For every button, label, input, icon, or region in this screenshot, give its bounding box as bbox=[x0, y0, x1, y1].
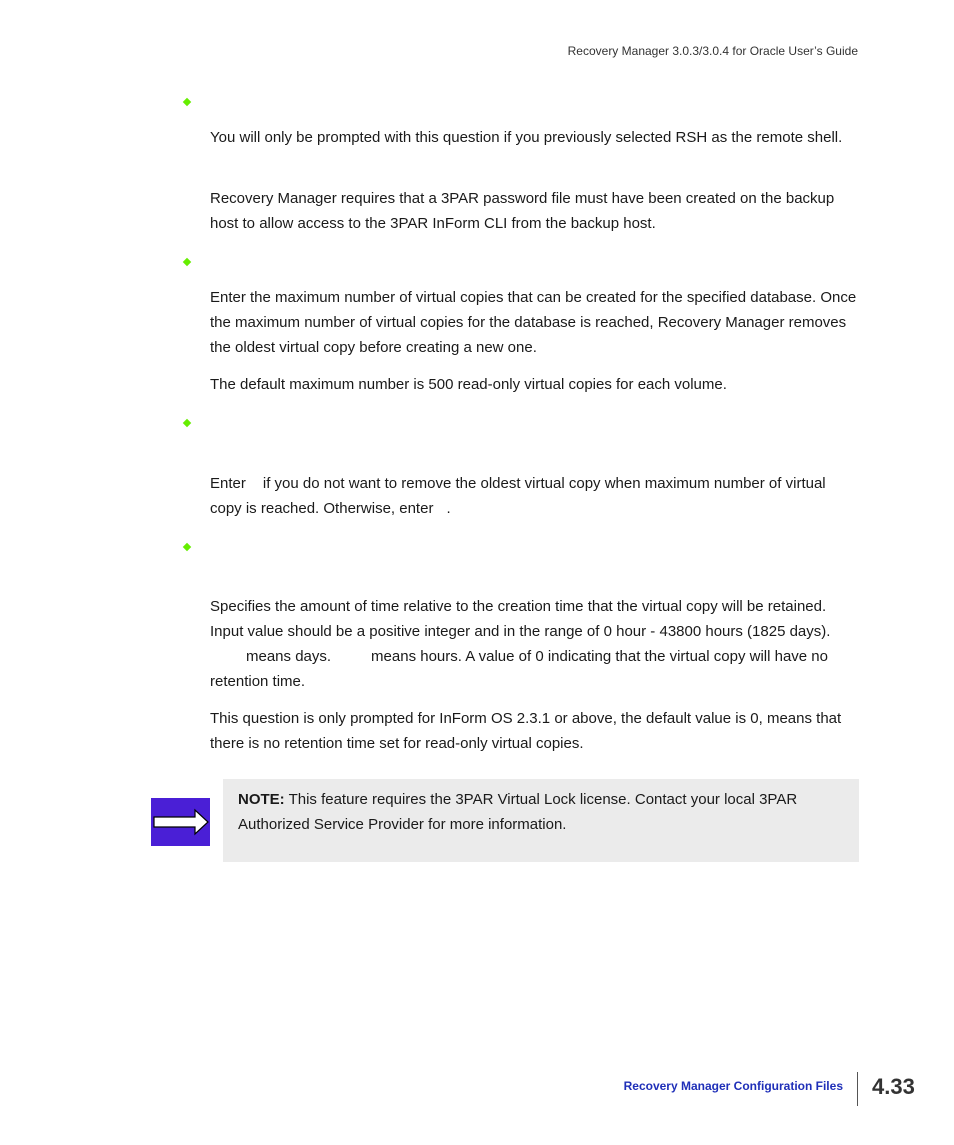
note-label: NOTE: bbox=[238, 791, 285, 808]
section-1-paragraph-2: Recovery Manager requires that a 3PAR password file must have been created on the backup host to allow access to the 3PAR InForm CLI from the backup host. bbox=[210, 190, 835, 232]
note-box bbox=[223, 779, 859, 862]
arrow-right-icon bbox=[151, 798, 210, 846]
page-number: 4.33 bbox=[872, 1074, 915, 1099]
section-2-paragraph-2: The default maximum number is 500 read-only virtual copies for each volume. bbox=[210, 376, 727, 393]
section-3-paragraph-1 bbox=[210, 471, 860, 521]
section-3-text-a: Enter bbox=[210, 475, 246, 492]
section-4-paragraph-2: This question is only prompted for InForm OS 2.3.1 or above, the default value is 0, means that there is no retention time set for read-only virtual copies. bbox=[210, 710, 842, 752]
section-3-text-b: if you do not want to remove the oldest virtual copy when maximum number of virtual copy is reached. Otherwise, enter bbox=[210, 475, 826, 517]
section-4-paragraph-1 bbox=[210, 594, 860, 694]
section-4-text-a: Specifies the amount of time relative to the creation time that the virtual copy will be retained. Input value should be a positive integer and in the range of 0 hour - 43800 hours (1825 days). bbox=[210, 598, 831, 640]
running-header: Recovery Manager 3.0.3/3.0.4 for Oracle User’s Guide bbox=[567, 44, 858, 58]
section-4-text-c: means hours. A value of 0 indicating that the virtual copy will have no retention time. bbox=[210, 648, 828, 690]
note-body: This feature requires the 3PAR Virtual Lock license. Contact your local 3PAR Authorized Service Provider for more information. bbox=[238, 791, 798, 833]
section-4-text-b: means days. bbox=[246, 648, 332, 665]
section-2-paragraph-1: Enter the maximum number of virtual copies that can be created for the specified database. Once the maximum number of virtual copies for the database is reached, Recovery Manager removes the oldest virtual copy before creating a new one. bbox=[210, 289, 857, 356]
bullet-marker bbox=[183, 98, 191, 106]
section-3-text-c: . bbox=[446, 500, 451, 517]
note-text bbox=[238, 787, 848, 837]
footer-section-title: Recovery Manager Configuration Files bbox=[623, 1079, 843, 1093]
section-1-paragraph-1: You will only be prompted with this question if you previously selected RSH as the remote shell. bbox=[210, 129, 843, 146]
bullet-marker bbox=[183, 258, 191, 266]
bullet-marker bbox=[183, 543, 191, 551]
bullet-marker bbox=[183, 419, 191, 427]
footer-divider bbox=[857, 1072, 858, 1106]
